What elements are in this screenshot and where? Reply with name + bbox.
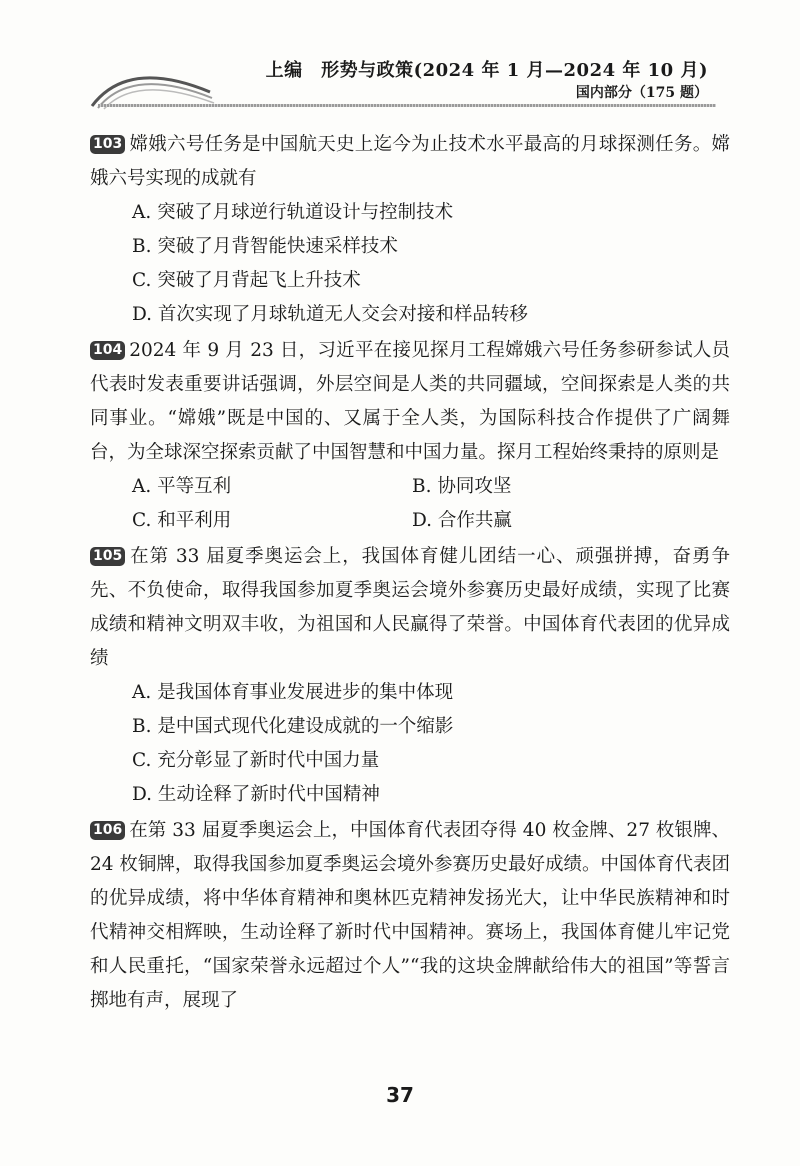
option-d: D. 生动诠释了新时代中国精神 [132, 784, 380, 805]
option-b: B. 是中国式现代化建设成就的一个缩影 [132, 716, 454, 737]
page-number: 37 [386, 1083, 414, 1107]
question-stem: 2024 年 9 月 23 日，习近平在接见探月工程嫦娥六号任务参研参试人员代表时发表重要讲话强调，外层空间是人类的共同疆域，空间探索是人类的共同事业。“嫦娥”既是中国的、又属于全人类，为国际科技合作提供了广阔舞台，为全球深空探索贡献了中国智慧和中国力量。探月工程始终秉持的原则是 [90, 340, 730, 463]
page-header [0, 0, 800, 120]
question-stem: 嫦娥六号任务是中国航天史上迄今为止技术水平最高的月球探测任务。嫦娥六号实现的成就有 [90, 134, 730, 189]
header-divider [98, 104, 716, 107]
question-number-badge: 103 [90, 135, 125, 154]
question-105 [90, 540, 730, 812]
question-number-badge: 104 [90, 341, 125, 360]
decorative-arc-icon [88, 52, 218, 110]
option-c: C. 突破了月背起飞上升技术 [132, 270, 361, 291]
option-a: A. 是我国体育事业发展进步的集中体现 [132, 682, 454, 703]
option-d: D. 首次实现了月球轨道无人交会对接和样品转移 [132, 304, 528, 325]
option-b: B. 协同攻坚 [412, 476, 512, 497]
question-stem: 在第 33 届夏季奥运会上，我国体育健儿团结一心、顽强拼搏，奋勇争先、不负使命，取得我国参加夏季奥运会境外参赛历史最好成绩，实现了比赛成绩和精神文明双丰收，为祖国和人民赢得了荣誉。中国体育代表团的优异成绩 [90, 546, 730, 669]
question-103 [90, 128, 730, 332]
question-stem: 在第 33 届夏季奥运会上，中国体育代表团夺得 40 枚金牌、27 枚银牌、24 枚铜牌，取得我国参加夏季奥运会境外参赛历史最好成绩。中国体育代表团的优异成绩，将中华体育精神和奥林匹克精神发扬光大，让中华民族精神和时代精神交相辉映，生动诠释了新时代中国精神。赛场上，我国体育健儿牢记党和人民重托，“国家荣誉永远超过个人”“我的这块金牌献给伟大的祖国”等誓言掷地有声，展现了 [90, 820, 730, 1011]
option-c: C. 充分彰显了新时代中国力量 [132, 750, 380, 771]
option-a: A. 平等互利 [132, 476, 232, 497]
header-title: 上编 形势与政策(2024 年 1 月—2024 年 10 月) [265, 60, 708, 81]
header-subtitle: 国内部分（175 题） [575, 85, 708, 101]
question-104 [90, 334, 730, 538]
question-106 [90, 814, 730, 1018]
option-d: D. 合作共赢 [412, 510, 512, 531]
question-list [90, 128, 730, 1020]
question-number-badge: 105 [90, 547, 125, 566]
option-a: A. 突破了月球逆行轨道设计与控制技术 [132, 202, 454, 223]
option-b: B. 突破了月背智能快速采样技术 [132, 236, 398, 257]
question-number-badge: 106 [90, 821, 125, 840]
option-c: C. 和平利用 [132, 510, 232, 531]
